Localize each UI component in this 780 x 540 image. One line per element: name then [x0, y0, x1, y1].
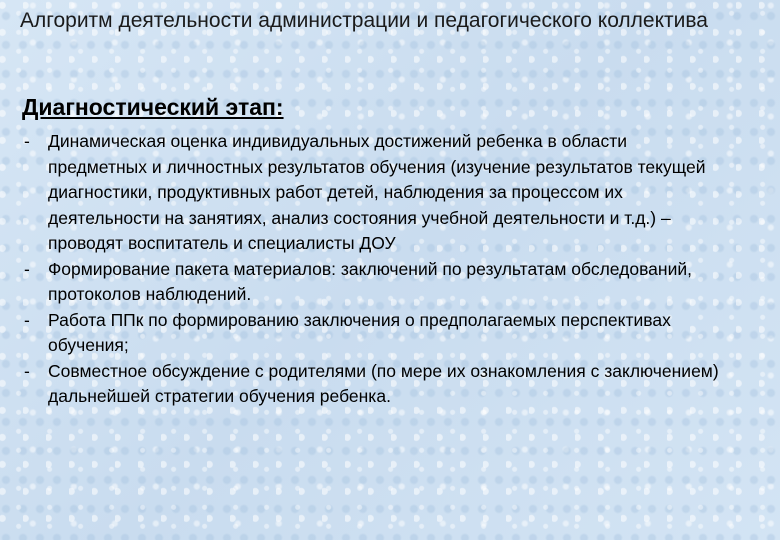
- bullet-dash: -: [24, 309, 30, 330]
- list-item-text: Формирование пакета материалов: заключений по результатам обследований, протоколов наблюдений.: [48, 258, 692, 304]
- slide-title: Алгоритм деятельности администрации и педагогического коллектива: [20, 9, 708, 32]
- bullet-dash: -: [24, 360, 30, 381]
- list-item: [0, 129, 740, 257]
- section-heading: Диагностический этап:: [22, 94, 284, 120]
- bullet-dash: -: [24, 131, 30, 151]
- list-item: [0, 359, 740, 410]
- list-item-text: Совместное обсуждение с родителями (по мере их ознакомления с заключением) дальнейшей стратегии обучения ребенка.: [48, 360, 719, 406]
- list-item-text: Работа ППк по формированию заключения о предполагаемых перспективах обучения;: [48, 309, 671, 355]
- list-item-text: Динамическая оценка индивидуальных достижений ребенка в области предметных и личностных результатов обучения (изучение результатов текущей диагностики, продуктивных работ детей, наблюдения за процессом их деятельности на занятиях, анализ состояния учебной деятельности и т.д.) – проводят воспитатель и специалисты ДОУ: [48, 131, 706, 253]
- list-item: [0, 257, 740, 308]
- bullet-dash: -: [24, 258, 30, 279]
- bullet-list: [0, 129, 740, 410]
- list-item: [0, 308, 740, 359]
